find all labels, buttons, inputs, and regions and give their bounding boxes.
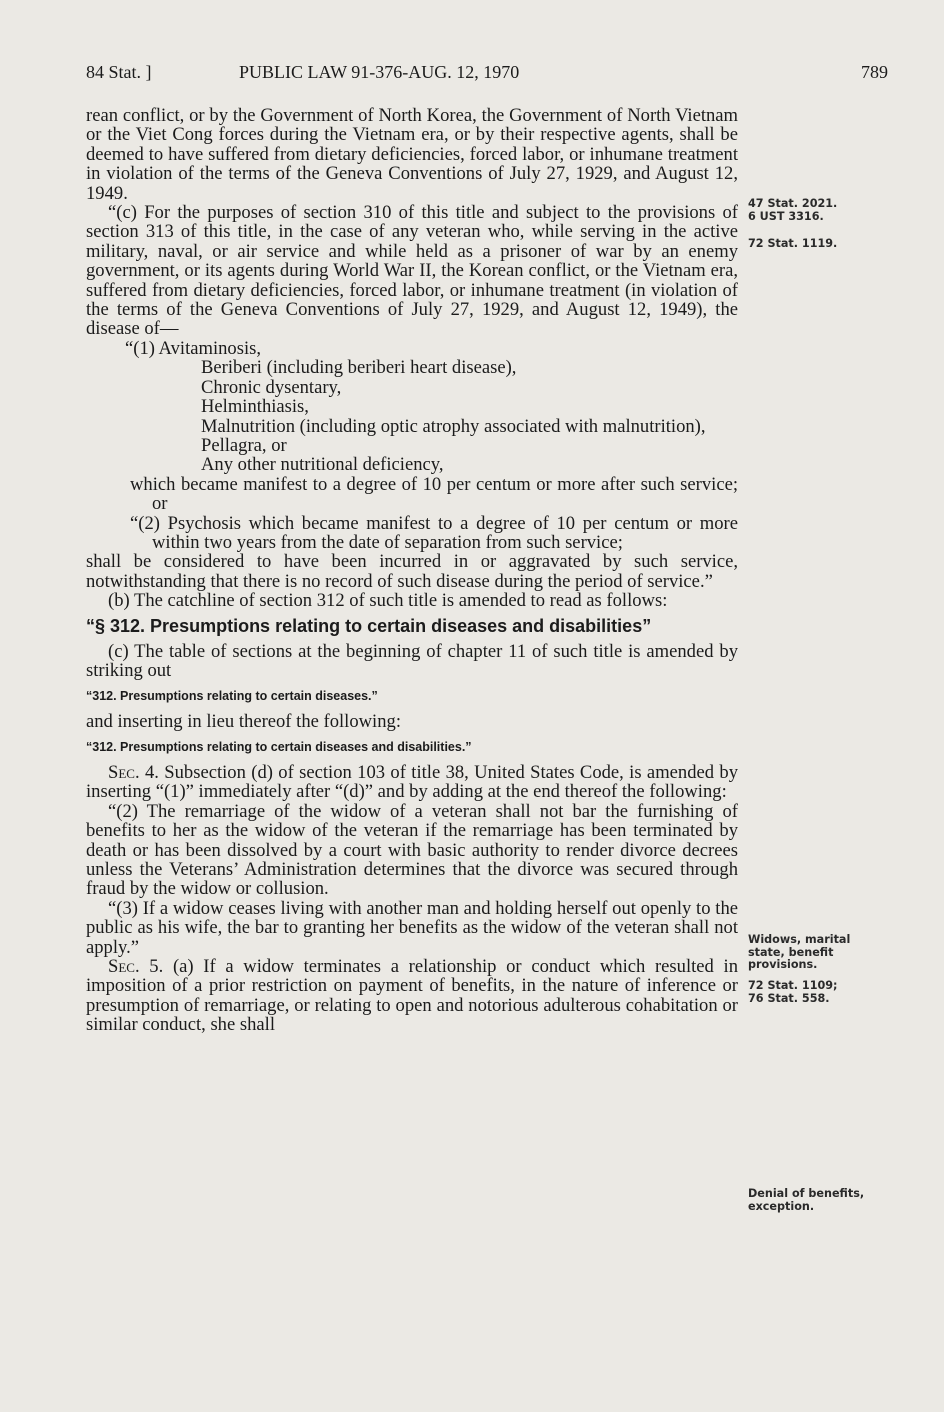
section-number: Sec. 5. xyxy=(108,956,164,978)
list-item: Chronic dysentary, xyxy=(201,376,342,398)
paragraph: “(2) The remarriage of the widow of a veteran shall not bar the furnishing of benefits to her as the widow of the veteran if the remarriage has been terminated by death or has been dissolved by a court with basic authority to render divorce decrees unless the Veterans’ Administration determines that the divorce was secured through fraud by the widow or collusion. xyxy=(86,800,738,900)
page-number: 789 xyxy=(861,62,888,82)
page-header xyxy=(86,62,888,86)
list-item: Malnutrition (including optic atrophy associated with malnutrition), xyxy=(201,415,706,437)
section-text: Subsection (d) of section 103 of title 38, United States Code, is amended by inserting “(1)” immediately after “(d)” and by adding at the end thereof the following: xyxy=(86,762,739,803)
disease-list xyxy=(86,339,738,475)
table-entry: “312. Presumptions relating to certain diseases and disabilities.” xyxy=(86,739,472,754)
paragraph: “(3) If a widow ceases living with another man and holding herself out openly to the public as his wife, the bar to granting her benefits as the widow of the veteran shall not apply.” xyxy=(86,897,738,958)
paragraph xyxy=(86,957,738,1035)
paragraph: shall be considered to have been incurred in or aggravated by such service, notwithstanding that there is no record of such disease during the period of service.” xyxy=(86,551,738,592)
paragraph: (b) The catchline of section 312 of such title is amended to read as follows: xyxy=(108,590,668,612)
list-item: Helminthiasis, xyxy=(201,396,309,418)
section-text: (a) If a widow terminates a relationship or conduct which resulted in imposition of a prior restriction on payment of benefits, in the nature of inference or presumption of remarriage, or relating to open and notorious adulterous cohabitation or similar conduct, she shall xyxy=(86,956,739,1036)
paragraph: “(c) For the purposes of section 310 of this title and subject to the provisions of section 313 of this title, in the case of any veteran who, while serving in the active military, naval, or air service and while held as a prisoner of war by an enemy government, or its agents during World War II, the Korean conflict, or the Vietnam era, suffered from dietary deficiencies, forced labor, or inhumane treatment (in violation of the terms of the Geneva Conventions of July 27, 1929, and August 12, 1949), the disease of— xyxy=(86,202,738,340)
margin-note: Denial of benefits, exception. xyxy=(748,1187,865,1213)
margin-note: 72 Stat. 1119. xyxy=(748,237,838,250)
list-item: Beriberi (including beriberi heart disease), xyxy=(201,357,517,379)
section-heading: “§ 312. Presumptions relating to certain diseases and disabilities” xyxy=(86,615,652,636)
margin-note: 72 Stat. 1109; 76 Stat. 558. xyxy=(748,979,838,1005)
paragraph: “(2) Psychosis which became manifest to a degree of 10 per centum or more within two years from the date of separation from such service; xyxy=(130,512,738,553)
section-number: Sec. 4. xyxy=(108,762,159,783)
margin-note: Widows, marital state, benefit provisions. xyxy=(748,933,851,971)
main-text xyxy=(86,106,738,1035)
statute-volume: 84 Stat. ] xyxy=(86,62,152,82)
paragraph: which became manifest to a degree of 10 per centum or more after such service; or xyxy=(130,473,738,515)
list-item: Any other nutritional deficiency, xyxy=(201,454,444,476)
law-title: PUBLIC LAW 91-376-AUG. 12, 1970 xyxy=(239,62,520,82)
margin-note: 47 Stat. 2021. 6 UST 3316. xyxy=(748,197,838,223)
table-entry: “312. Presumptions relating to certain diseases.” xyxy=(86,688,378,703)
list-item: Pellagra, or xyxy=(201,434,287,456)
paragraph xyxy=(86,763,738,802)
paragraph: (c) The table of sections at the beginning of chapter 11 of such title is amended by striking out xyxy=(86,640,738,682)
list-item: “(1) Avitaminosis, xyxy=(125,337,261,359)
paragraph: and inserting in lieu thereof the following: xyxy=(86,711,401,733)
paragraph: rean conflict, or by the Government of North Korea, the Government of North Vietnam or the Viet Cong forces during the Vietnam era, or by their respective agents, shall be deemed to have suffered from dietary deficiencies, forced labor, or inhumane treatment in violation of the terms of the Geneva Conventions of July 27, 1929, and August 12, 1949. xyxy=(86,105,738,204)
